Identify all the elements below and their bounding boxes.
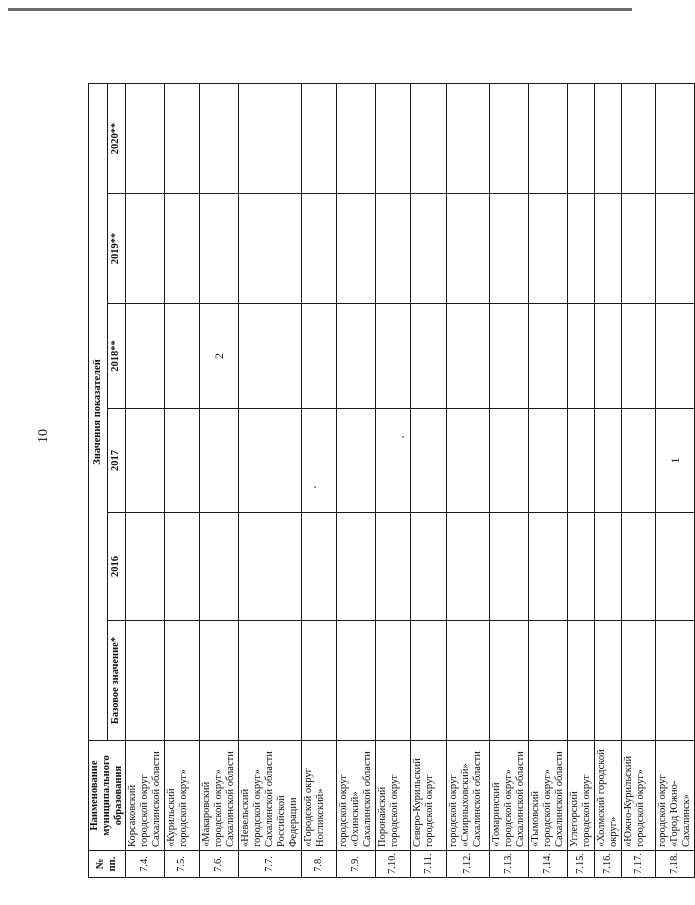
row-municipality: городской округ «Смирныховский» Сахалинской области	[447, 741, 490, 851]
indicators-table	[88, 83, 695, 878]
table-row	[595, 83, 622, 877]
row-value-cell	[200, 409, 239, 513]
table-row	[337, 83, 376, 877]
row-value-cell	[411, 304, 447, 409]
header-year-2018: 2018**	[107, 304, 126, 409]
row-value-cell	[302, 513, 337, 621]
row-value-cell	[126, 513, 165, 621]
row-number: 7.8.	[302, 851, 337, 878]
row-value-cell	[239, 409, 302, 513]
header-number-line2: пп.	[107, 856, 118, 872]
row-value-cell	[376, 194, 411, 304]
row-value-cell	[126, 409, 165, 513]
table-row	[622, 83, 656, 877]
row-number: 7.12.	[447, 851, 490, 878]
row-value-cell	[165, 304, 200, 409]
row-value-cell	[490, 304, 529, 409]
row-value-cell	[126, 621, 165, 741]
row-number: 7.17.	[622, 851, 656, 878]
row-value-cell	[490, 83, 529, 193]
row-municipality: городской округ «Город Южно-Сахалинск»	[656, 741, 695, 851]
row-value-cell	[568, 194, 595, 304]
row-number: 7.4.	[126, 851, 165, 878]
row-municipality: «Макаровский городской округ» Сахалинской области	[200, 741, 239, 851]
table-row	[302, 83, 337, 877]
table-row	[126, 83, 165, 877]
header-number-line1: №	[95, 858, 106, 870]
row-value-cell	[595, 409, 622, 513]
row-value-cell	[656, 304, 695, 409]
row-value-cell	[529, 194, 568, 304]
scan-top-edge	[8, 8, 632, 11]
page-number: 10	[36, 429, 51, 443]
row-value-cell	[165, 194, 200, 304]
row-value-cell	[411, 513, 447, 621]
row-value-cell	[302, 194, 337, 304]
table-row	[568, 83, 595, 877]
row-municipality: Поронайский городской округ	[376, 741, 411, 851]
row-value-cell	[337, 513, 376, 621]
table-row	[376, 83, 411, 877]
row-value-cell	[411, 83, 447, 193]
row-value-cell	[595, 304, 622, 409]
row-value-cell	[656, 83, 695, 193]
row-value-cell	[490, 621, 529, 741]
row-value-cell	[447, 621, 490, 741]
row-municipality: «Южно-Курильский городской округ»	[622, 741, 656, 851]
row-municipality: Корсаковский городской округ Сахалинской области	[126, 741, 165, 851]
row-value-cell	[622, 621, 656, 741]
row-value-cell	[200, 621, 239, 741]
row-value-cell	[568, 621, 595, 741]
row-value-cell	[490, 409, 529, 513]
row-value-cell	[595, 83, 622, 193]
row-value-cell	[239, 194, 302, 304]
row-municipality: «Городской округ Ногликский»	[302, 741, 337, 851]
row-value-cell	[622, 83, 656, 193]
row-value-cell	[568, 409, 595, 513]
header-year-2017: 2017	[107, 409, 126, 513]
header-municipality: Наименование муниципального образования	[89, 741, 126, 851]
row-value-cell	[490, 513, 529, 621]
row-value-cell	[239, 513, 302, 621]
row-value-cell	[337, 304, 376, 409]
row-value-cell	[302, 83, 337, 193]
row-value-cell	[447, 513, 490, 621]
row-municipality: «Томаринский городской округ» Сахалинской области	[490, 741, 529, 851]
row-number: 7.5.	[165, 851, 200, 878]
row-value-cell	[656, 194, 695, 304]
table-row	[529, 83, 568, 877]
row-value-cell	[622, 513, 656, 621]
row-value-cell	[337, 194, 376, 304]
row-value-cell	[447, 304, 490, 409]
row-value-cell	[239, 83, 302, 193]
row-value-cell	[447, 194, 490, 304]
row-value-cell	[376, 621, 411, 741]
table-row	[165, 83, 200, 877]
row-value-cell	[337, 409, 376, 513]
table-row	[656, 83, 695, 877]
row-value-cell: 1	[656, 409, 695, 513]
table-row	[411, 83, 447, 877]
row-number: 7.10.	[376, 851, 411, 878]
row-value-cell	[126, 304, 165, 409]
row-value-cell	[126, 194, 165, 304]
row-value-cell	[126, 83, 165, 193]
row-value-cell	[239, 304, 302, 409]
row-number: 7.13.	[490, 851, 529, 878]
row-value-cell	[568, 83, 595, 193]
row-value-cell	[656, 513, 695, 621]
row-value-cell	[529, 409, 568, 513]
row-value-cell	[622, 409, 656, 513]
row-value-cell	[165, 621, 200, 741]
row-value-cell: 2	[200, 304, 239, 409]
row-value-cell	[447, 409, 490, 513]
row-value-cell	[165, 409, 200, 513]
row-value-cell	[529, 83, 568, 193]
row-value-cell	[239, 621, 302, 741]
row-value-cell	[568, 304, 595, 409]
row-value-cell	[165, 83, 200, 193]
row-value-cell	[376, 409, 411, 513]
row-number: 7.14.	[529, 851, 568, 878]
row-value-cell	[595, 513, 622, 621]
header-base-value: Базовое значение*	[107, 621, 126, 741]
row-value-cell	[302, 304, 337, 409]
row-value-cell	[302, 621, 337, 741]
row-value-cell	[622, 304, 656, 409]
table-row	[447, 83, 490, 877]
row-value-cell	[622, 194, 656, 304]
table-row	[490, 83, 529, 877]
row-value-cell	[447, 83, 490, 193]
row-value-cell	[200, 194, 239, 304]
row-value-cell	[376, 513, 411, 621]
row-value-cell	[200, 83, 239, 193]
row-number: 7.15.	[568, 851, 595, 878]
header-year-2019: 2019**	[107, 194, 126, 304]
rotated-table-wrapper	[88, 84, 692, 878]
row-value-cell	[595, 194, 622, 304]
header-values-group: Значения показателей	[89, 83, 108, 740]
header-year-2020: 2020**	[107, 83, 126, 193]
row-value-cell	[165, 513, 200, 621]
row-value-cell	[529, 621, 568, 741]
row-value-cell	[411, 194, 447, 304]
row-value-cell	[490, 194, 529, 304]
row-municipality: «Холмский городской округ»	[595, 741, 622, 851]
row-value-cell	[656, 621, 695, 741]
row-value-cell	[529, 513, 568, 621]
row-number: 7.6.	[200, 851, 239, 878]
header-year-2016: 2016	[107, 513, 126, 621]
row-number: 7.7.	[239, 851, 302, 878]
row-municipality: «Невельский городской округ» Сахалинской области Российской Федерации	[239, 741, 302, 851]
table-row	[200, 83, 239, 877]
row-municipality: Углегорский городской округ	[568, 741, 595, 851]
table-row	[239, 83, 302, 877]
row-municipality: Северо-Курильский городской округ	[411, 741, 447, 851]
row-value-cell	[302, 409, 337, 513]
row-number: 7.11.	[411, 851, 447, 878]
row-number: 7.16.	[595, 851, 622, 878]
row-value-cell	[200, 513, 239, 621]
row-value-cell	[376, 304, 411, 409]
row-municipality: городской округ «Охинский» Сахалинской области	[337, 741, 376, 851]
row-value-cell	[529, 304, 568, 409]
row-number: 7.9.	[337, 851, 376, 878]
row-value-cell	[568, 513, 595, 621]
row-municipality: «Тымовский городской округ» Сахалинской области	[529, 741, 568, 851]
table-body	[126, 83, 695, 877]
row-value-cell	[337, 83, 376, 193]
row-value-cell	[595, 621, 622, 741]
header-number	[89, 851, 126, 878]
row-number: 7.18.	[656, 851, 695, 878]
row-value-cell	[411, 621, 447, 741]
row-municipality: «Курильский городской округ»	[165, 741, 200, 851]
row-value-cell	[337, 621, 376, 741]
row-value-cell	[376, 83, 411, 193]
row-value-cell	[411, 409, 447, 513]
